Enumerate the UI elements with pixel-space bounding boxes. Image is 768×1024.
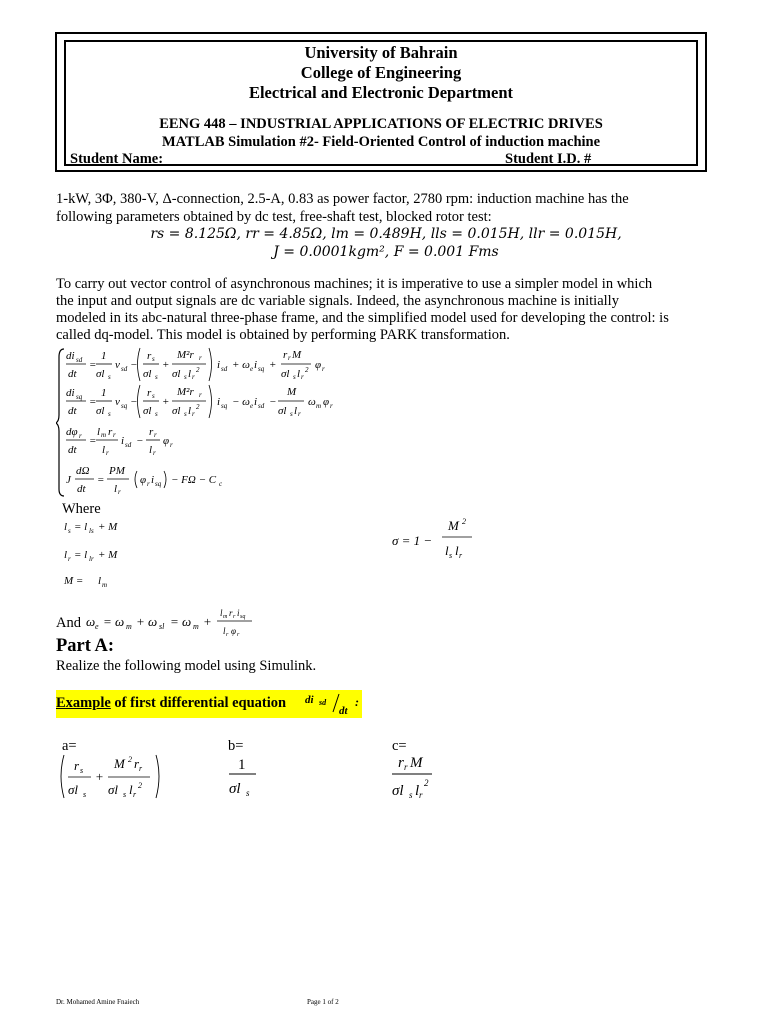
svg-text:i: i: [217, 396, 221, 408]
svg-text:e: e: [250, 365, 254, 373]
svg-text:φ: φ: [315, 359, 322, 371]
svg-text:1: 1: [238, 757, 246, 773]
svg-text:r: r: [237, 632, 240, 638]
svg-text:= ω: = ω: [170, 614, 192, 629]
where-label: Where: [62, 501, 101, 517]
svg-text:l: l: [294, 405, 298, 417]
svg-text:s: s: [83, 790, 87, 799]
svg-text:r: r: [192, 373, 195, 381]
student-name-label: Student Name:: [70, 151, 164, 167]
svg-text:2: 2: [462, 517, 466, 526]
example-rest: of first differential equation: [114, 695, 287, 711]
svg-text:2: 2: [196, 366, 200, 374]
svg-text:m: m: [193, 622, 199, 631]
svg-text:σl: σl: [392, 783, 404, 799]
svg-text:σl: σl: [143, 405, 152, 417]
svg-text:r: r: [398, 755, 404, 771]
svg-text:r: r: [404, 762, 408, 772]
svg-text:i: i: [254, 359, 258, 371]
svg-text:−: −: [130, 396, 138, 408]
svg-text:sd: sd: [121, 365, 128, 373]
svg-text:J: J: [66, 474, 71, 486]
svg-text:r: r: [199, 391, 202, 399]
svg-text:M²r: M²r: [177, 349, 194, 361]
svg-text:2: 2: [305, 366, 309, 374]
intro-line-2: following parameters obtained by dc test, free-shaft test, blocked rotor test:: [56, 209, 492, 225]
svg-text:m: m: [126, 622, 132, 631]
omega-equation: [84, 604, 304, 640]
svg-text:r: r: [147, 387, 152, 399]
svg-text:=: =: [89, 396, 97, 408]
svg-text:sq: sq: [240, 614, 246, 620]
svg-text:dt: dt: [339, 705, 348, 717]
svg-text:l: l: [98, 575, 102, 587]
svg-text:+ M: + M: [98, 549, 118, 561]
paragraph-line-4: called dq-model. This model is obtained by performing PARK transformation.: [56, 327, 510, 343]
paragraph-line-1: To carry out vector control of asynchronous machines; it is imperative to use a simpler model in which: [56, 276, 653, 292]
coef-a-formula: [58, 752, 168, 802]
svg-text:l: l: [64, 521, 68, 533]
part-a-heading: Part A:: [56, 636, 115, 656]
svg-text:1: 1: [101, 387, 107, 399]
svg-text:l: l: [445, 543, 449, 558]
svg-text:sq: sq: [76, 393, 83, 401]
svg-text:l: l: [64, 549, 68, 561]
svg-text:2: 2: [138, 781, 142, 790]
svg-text:di: di: [66, 387, 75, 399]
svg-text:= ω: = ω: [103, 614, 125, 629]
svg-text:=: =: [89, 435, 97, 447]
svg-text:r: r: [133, 790, 137, 799]
svg-text:s: s: [293, 373, 296, 381]
footer-author: Dr. Mohamed Amine Fnaiech: [56, 998, 140, 1006]
svg-text:c: c: [219, 480, 223, 488]
svg-text:M²r: M²r: [177, 386, 194, 398]
svg-text:r: r: [226, 632, 229, 638]
svg-text:σl: σl: [278, 405, 287, 417]
svg-text:σl: σl: [281, 368, 290, 380]
svg-text:r: r: [170, 441, 173, 449]
course-title: EENG 448 – INDUSTRIAL APPLICATIONS OF ELECTRIC DRIVES: [159, 116, 603, 132]
svg-text:s: s: [155, 373, 158, 381]
svg-text:ls: ls: [89, 527, 94, 535]
svg-text:s: s: [108, 410, 111, 418]
svg-text:l: l: [129, 782, 133, 797]
svg-text:l: l: [455, 543, 459, 558]
svg-text:r: r: [233, 614, 236, 620]
svg-text:+: +: [162, 359, 170, 371]
svg-text:r: r: [118, 488, 121, 496]
part-a-instruction: Realize the following model using Simulink.: [56, 658, 317, 674]
svg-text:σl: σl: [172, 405, 181, 417]
svg-text:r: r: [229, 608, 233, 618]
svg-text:r: r: [330, 402, 333, 410]
svg-text:sd: sd: [258, 402, 265, 410]
svg-text:−: −: [136, 435, 144, 447]
coef-c-formula: [390, 748, 440, 804]
assignment-title: MATLAB Simulation #2- Field-Oriented Control of induction machine: [161, 134, 601, 150]
svg-text:s: s: [108, 373, 111, 381]
svg-text:+: +: [203, 614, 212, 629]
coef-b-label: b=: [228, 738, 244, 754]
svg-text:2: 2: [424, 778, 429, 788]
svg-text:r: r: [149, 426, 154, 438]
svg-text:M: M: [292, 349, 302, 361]
svg-text:e: e: [250, 402, 254, 410]
derivative-isd-dt: [303, 690, 365, 718]
svg-text:dt: dt: [68, 444, 77, 456]
svg-text:r: r: [68, 555, 71, 563]
svg-text:+: +: [269, 359, 277, 371]
dq-model-equations: [56, 345, 356, 500]
params-line-2: J = 0.0001kgm², F = 0.001 Fms: [273, 244, 499, 260]
svg-text:s: s: [152, 392, 155, 400]
svg-text:φ: φ: [323, 396, 330, 408]
svg-text:σl: σl: [229, 781, 241, 797]
svg-text:sl: sl: [159, 622, 165, 631]
svg-text:r: r: [106, 449, 109, 457]
coef-b-formula: [226, 750, 266, 800]
university-name: University of Bahrain: [304, 43, 458, 62]
svg-text:s: s: [409, 790, 413, 800]
svg-text:r: r: [288, 354, 291, 362]
svg-text:dφ: dφ: [66, 426, 78, 438]
svg-text:− ω: − ω: [232, 396, 250, 408]
svg-text:m: m: [102, 581, 108, 589]
svg-text:σl: σl: [143, 368, 152, 380]
svg-text:s: s: [80, 766, 84, 775]
svg-text:l: l: [223, 626, 226, 636]
inductance-relations: [62, 518, 182, 593]
params-line-1: rs = 8.125Ω, rr = 4.85Ω, lm = 0.489H, lls = 0.015H, llr = 0.015H,: [150, 226, 622, 242]
svg-text:σl: σl: [96, 368, 105, 380]
svg-text:sd: sd: [76, 356, 83, 364]
svg-text:M: M: [410, 755, 423, 771]
svg-text:s: s: [123, 790, 127, 799]
svg-text:r: r: [74, 758, 80, 773]
paragraph-line-3: modeled in its abc-natural three-phase frame, and the simplified model used for developing the control: is: [56, 310, 669, 326]
footer-page: Page 1 of 2: [307, 998, 339, 1006]
svg-text:i: i: [121, 435, 125, 447]
svg-text:dΩ: dΩ: [76, 465, 90, 477]
svg-text:M: M: [114, 756, 125, 771]
svg-text:σl: σl: [108, 782, 119, 797]
intro-line-1: 1-kW, 3Φ, 380-V, Δ-connection, 2.5-A, 0.83 as power factor, 2780 rpm: induction machine has the: [56, 191, 629, 207]
coef-a-label: a=: [62, 738, 77, 754]
svg-text:r: r: [147, 350, 152, 362]
svg-text:r: r: [153, 449, 156, 457]
svg-text:sq: sq: [258, 365, 265, 373]
svg-text:l: l: [114, 483, 118, 495]
svg-text:m: m: [101, 431, 107, 439]
svg-text:−: −: [130, 359, 138, 371]
svg-text:s: s: [290, 410, 293, 418]
svg-text:l: l: [188, 405, 192, 417]
svg-text:σ = 1 −: σ = 1 −: [392, 533, 433, 548]
svg-text:= l: = l: [74, 521, 88, 533]
svg-text:s: s: [152, 355, 155, 363]
svg-text:+ M: + M: [98, 521, 118, 533]
svg-text:φ: φ: [163, 435, 170, 447]
svg-text:r: r: [154, 431, 157, 439]
svg-text:2: 2: [196, 403, 200, 411]
svg-text:l: l: [97, 426, 101, 438]
svg-text:lr: lr: [89, 555, 94, 563]
svg-text:sq: sq: [121, 402, 128, 410]
svg-text:sq: sq: [221, 402, 228, 410]
svg-text:M =: M =: [64, 575, 84, 587]
svg-text:r: r: [419, 790, 423, 800]
svg-text:l: l: [102, 444, 106, 456]
svg-text:l: l: [415, 783, 420, 799]
svg-text:r: r: [459, 551, 463, 560]
svg-text:s: s: [68, 527, 71, 535]
svg-text:r: r: [79, 432, 82, 440]
example-word: Example: [56, 695, 111, 711]
svg-text:r: r: [283, 349, 288, 361]
svg-text:l: l: [297, 368, 301, 380]
svg-text:dt: dt: [68, 405, 77, 417]
svg-text:l: l: [188, 368, 192, 380]
svg-text:di: di: [66, 350, 75, 362]
student-id-label: Student I.D. #: [505, 151, 592, 167]
svg-text:2: 2: [128, 755, 132, 764]
sigma-definition: [390, 515, 500, 565]
svg-text:+ ω: + ω: [232, 359, 250, 371]
and-label: And: [56, 615, 81, 631]
svg-text:1: 1: [101, 350, 107, 362]
svg-text:i: i: [254, 396, 258, 408]
svg-text:−: −: [269, 396, 277, 408]
svg-text:dt: dt: [68, 368, 77, 380]
svg-text:sd: sd: [319, 698, 327, 707]
svg-text:φ: φ: [140, 474, 147, 486]
department-name: Electrical and Electronic Department: [248, 83, 514, 102]
svg-text:+ ω: + ω: [136, 614, 158, 629]
svg-text:i: i: [217, 359, 221, 371]
svg-text:+: +: [162, 396, 170, 408]
paragraph-line-2: the input and output signals are dc variable signals. Indeed, the asynchronous machine is initially: [56, 293, 619, 309]
svg-text:σl: σl: [68, 782, 79, 797]
svg-text:dt: dt: [77, 483, 86, 495]
svg-text:σl: σl: [172, 368, 181, 380]
svg-text::: :: [355, 695, 359, 709]
svg-text:= l: = l: [74, 549, 88, 561]
svg-text:m: m: [316, 402, 322, 410]
svg-text:s: s: [246, 788, 250, 798]
svg-text:r: r: [134, 756, 140, 771]
svg-text:sq: sq: [155, 480, 162, 488]
svg-text:PM: PM: [109, 465, 125, 477]
svg-text:r: r: [147, 480, 150, 488]
svg-text:l: l: [220, 608, 223, 618]
svg-text:M: M: [287, 386, 297, 398]
svg-text:r: r: [301, 373, 304, 381]
svg-text:s: s: [184, 373, 187, 381]
svg-text:s: s: [184, 410, 187, 418]
svg-text:− FΩ − C: − FΩ − C: [171, 474, 217, 486]
svg-text:=: =: [97, 474, 105, 486]
svg-text:r: r: [322, 365, 325, 373]
svg-text:r: r: [139, 764, 143, 773]
svg-text:di: di: [305, 694, 314, 706]
svg-text:r: r: [199, 354, 202, 362]
svg-text:m: m: [223, 614, 228, 620]
college-name: College of Engineering: [300, 63, 462, 82]
example-text: [56, 695, 286, 712]
svg-text:v: v: [115, 396, 120, 408]
svg-text:sd: sd: [125, 441, 132, 449]
svg-text:s: s: [449, 551, 453, 560]
svg-text:v: v: [115, 359, 120, 371]
svg-text:=: =: [89, 359, 97, 371]
svg-text:ω: ω: [86, 614, 96, 629]
svg-text:s: s: [155, 410, 158, 418]
svg-text:l: l: [149, 444, 153, 456]
svg-text:M: M: [448, 518, 459, 533]
svg-text:i: i: [151, 474, 155, 486]
svg-text:r: r: [113, 431, 116, 439]
svg-text:i: i: [237, 608, 240, 618]
svg-text:r: r: [298, 410, 301, 418]
svg-text:e: e: [95, 622, 99, 631]
svg-text:r: r: [108, 426, 113, 438]
svg-text:r: r: [192, 410, 195, 418]
svg-text:ω: ω: [308, 396, 316, 408]
svg-text:σl: σl: [96, 405, 105, 417]
svg-text:sd: sd: [221, 365, 228, 373]
coef-c-label: c=: [392, 738, 407, 754]
svg-text:φ: φ: [231, 626, 236, 636]
svg-text:+: +: [95, 769, 104, 784]
